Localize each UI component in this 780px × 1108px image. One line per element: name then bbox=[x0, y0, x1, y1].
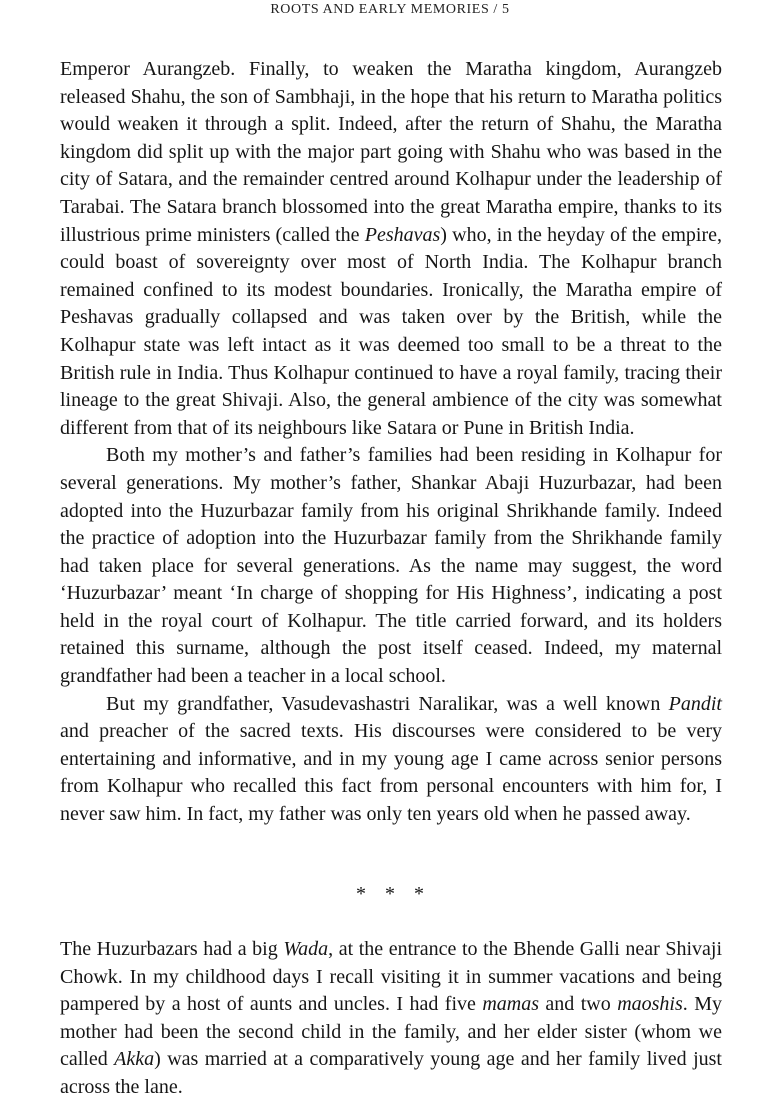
italic-term: Wada bbox=[283, 938, 329, 960]
paragraph bbox=[60, 691, 722, 829]
text-run: Emperor Aurangzeb. Finally, to weaken the Maratha kingdom, Aurangzeb released Shahu, the son of Sambhaji, in the hope that his return to Maratha politics would weaken it through a split. Indeed, after the return of Shahu, the Maratha kingdom did split up with the major part going with Shahu who was based in the city of Satara, and the remainder centred around Kolhapur under the leadership of Tarabai. The Satara branch blossomed into the great Maratha empire, thanks to its illustrious prime ministers (called the bbox=[60, 58, 722, 246]
text-run: ) was married at a comparatively young age and her family lived just across the lane. bbox=[60, 1048, 722, 1098]
running-head: ROOTS AND EARLY MEMORIES / 5 bbox=[270, 2, 510, 17]
italic-term: maoshis bbox=[617, 993, 683, 1016]
paragraph bbox=[60, 936, 722, 1102]
text-run: But my grandfather, Vasudevashastri Naralikar, was a well known bbox=[106, 692, 669, 715]
text-run: and two bbox=[539, 993, 618, 1016]
body-text-before-break bbox=[60, 56, 722, 829]
italic-term: mamas bbox=[482, 993, 539, 1016]
text-run: Both my mother’s and father’s families had been residing in Kolhapur for several generations. My mother’s father, Shankar Abaji Huzurbazar, had been adopted into the Huzurbazar family from his original Shrikhande family. Indeed the practice of adoption into the Huzurbazar family from the Shrikhande family had taken place for several generations. As the name may suggest, the word ‘Huzurbazar’ meant ‘In charge of shopping for His Highness’, indicating a post held in the royal court of Kolhapur. The title carried forward, and its holders retained this surname, although the post itself ceased. Indeed, my maternal grandfather had been a teacher in a local school. bbox=[60, 444, 722, 688]
text-run: and preacher of the sacred texts. His discourses were considered to be very entertaining and informative, and in my young age I came across senior persons from Kolhapur who recalled this fact from personal encounters with him for, I never saw him. In fact, my father was only ten years old when he passed away. bbox=[60, 720, 722, 826]
text-run: , at the entrance to the Bhende Galli near Shivaji Chowk. In my childhood days I recall visiting it in summer vacations and being pampered by a host of aunts and uncles. I had five bbox=[60, 938, 723, 1016]
paragraph bbox=[60, 442, 722, 690]
text-run: . My mother had been the second child in the family, and her elder sister (whom we called bbox=[60, 993, 722, 1071]
italic-term: Akka bbox=[114, 1048, 155, 1071]
italic-term: Pandit bbox=[668, 692, 722, 715]
text-run: ) who, in the heyday of the empire, could boast of sovereignty over most of North India. The Kolhapur branch remained confined to its modest boundaries. Ironically, the Maratha empire of Peshavas gradually collapsed and was taken over by the British, while the Kolhapur state was left intact as it was deemed too small to be a threat to the British rule in India. Thus Kolhapur continued to have a royal family, tracing their lineage to the great Shivaji. Also, the general ambience of the city was somewhat different from that of its neighbours like Satara or Pune in British India. bbox=[60, 223, 723, 439]
section-break: * * * bbox=[356, 883, 424, 905]
text-run: The Huzurbazars had a big bbox=[60, 938, 284, 960]
paragraph bbox=[60, 56, 722, 442]
italic-term: Peshavas bbox=[364, 223, 441, 246]
body-text-after-break bbox=[60, 936, 722, 1102]
